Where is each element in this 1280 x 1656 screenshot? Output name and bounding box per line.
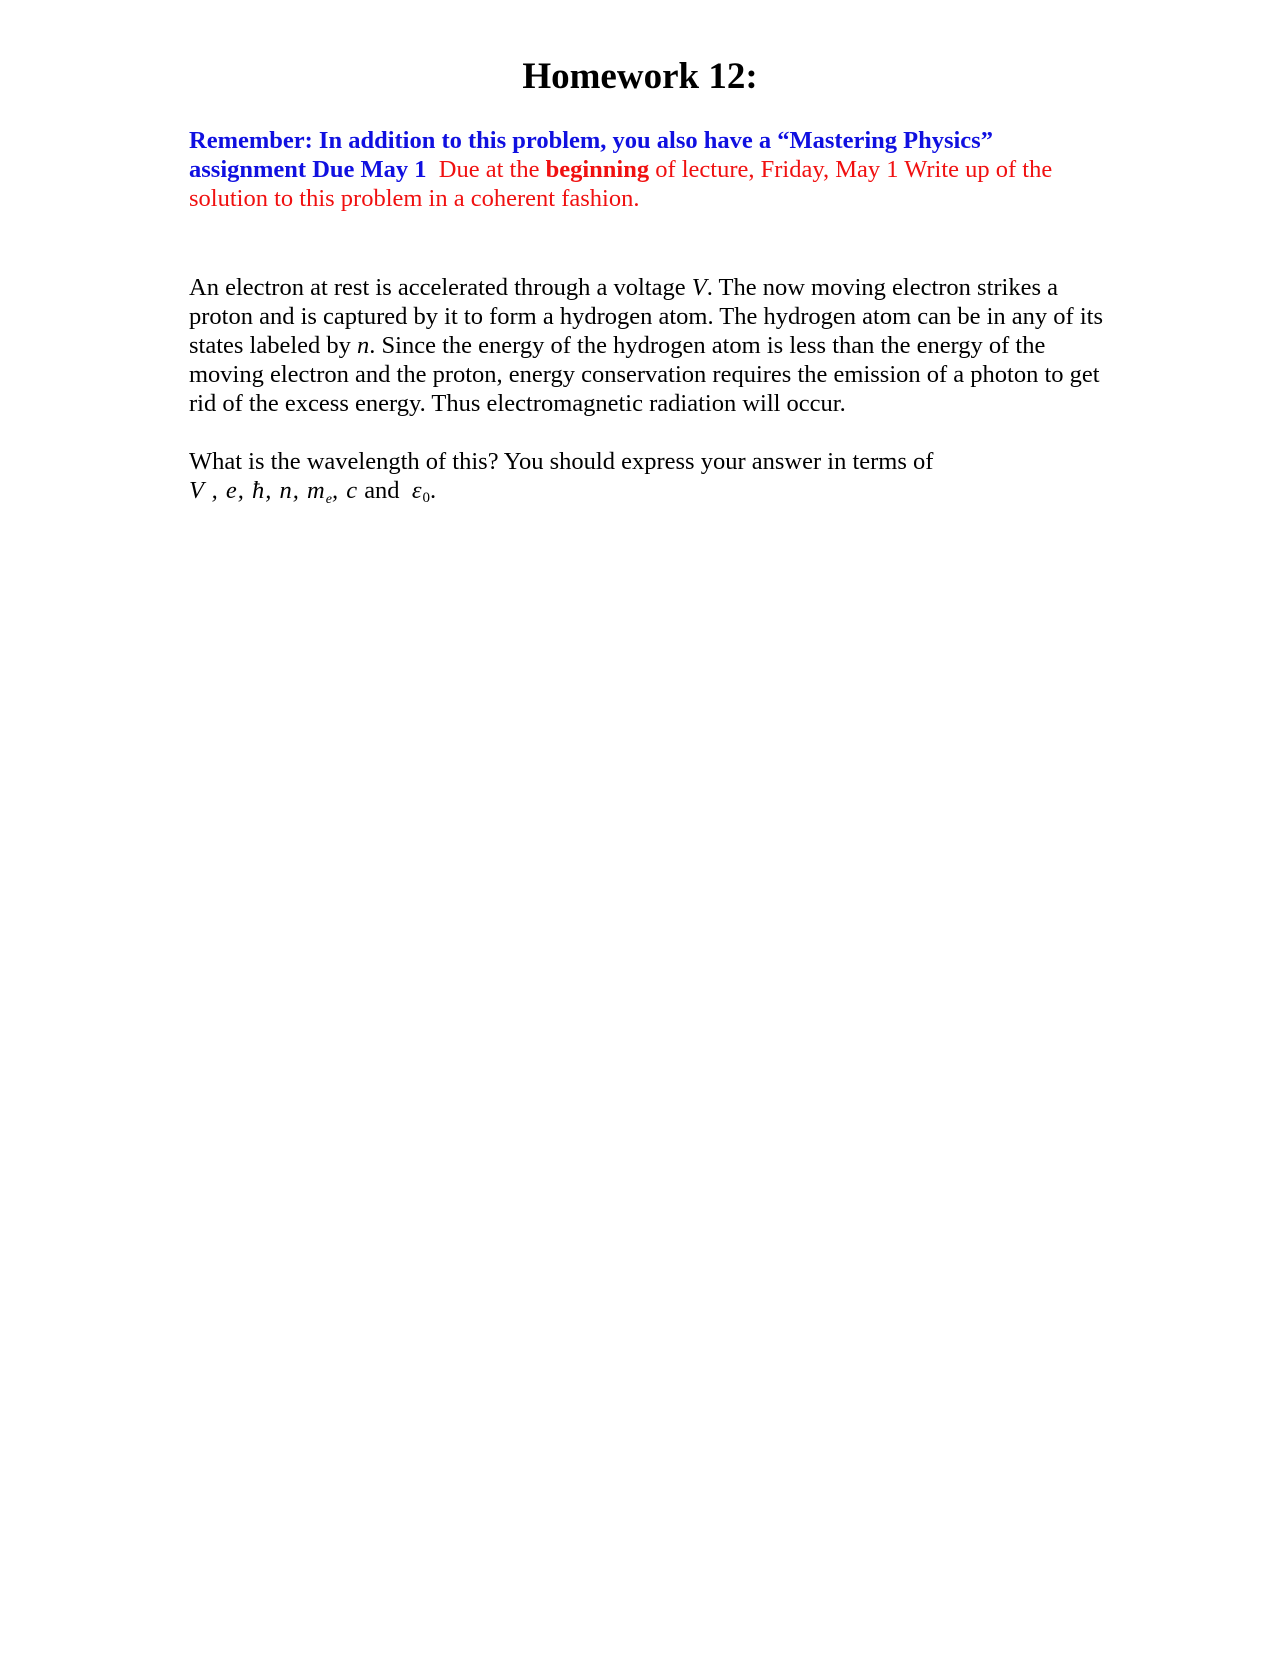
problem-text-1: An electron at rest is accelerated through a voltage xyxy=(189,274,686,301)
and-word: and xyxy=(364,477,400,504)
epsilon-subscript: 0 xyxy=(422,490,430,506)
voltage-variable: V xyxy=(691,274,707,301)
sentence-end: . xyxy=(429,477,437,504)
epsilon-variable: ε xyxy=(411,477,423,504)
problem-text-3: . Since the energy of the hydrogen atom is less than the energy of the moving electron and the proton, energy conservation requires the emission of a photon to get rid of the excess energy. Thus electromagnetic radiation will occur. xyxy=(189,332,1100,417)
page-title: Homework 12: xyxy=(522,56,758,97)
due-emphasis: beginning xyxy=(545,156,650,183)
variables-list: V , e, ħ, n, m xyxy=(189,477,326,504)
problem-text-2: . The now moving electron strikes a proton and is captured by it to form a hydrogen atom. The hydrogen atom can be in any of its states labeled by xyxy=(189,274,1103,359)
due-text-end: of lecture, Friday, May 1 Write up of the solution to this problem in a coherent fashion. xyxy=(189,156,1053,212)
assignment-notice xyxy=(189,126,1109,213)
mastering-physics-reminder: Remember: In addition to this problem, you also have a “Mastering Physics” assignment Due May 1 xyxy=(189,127,993,183)
question-text: What is the wavelength of this? You should express your answer in terms of xyxy=(189,448,934,475)
question-statement xyxy=(189,447,1109,514)
due-text-start: Due at the xyxy=(438,156,540,183)
problem-statement xyxy=(189,273,1109,418)
speed-of-light-variable: , c xyxy=(331,477,359,504)
electron-mass-subscript: e xyxy=(325,492,332,507)
state-variable: n xyxy=(357,332,370,359)
